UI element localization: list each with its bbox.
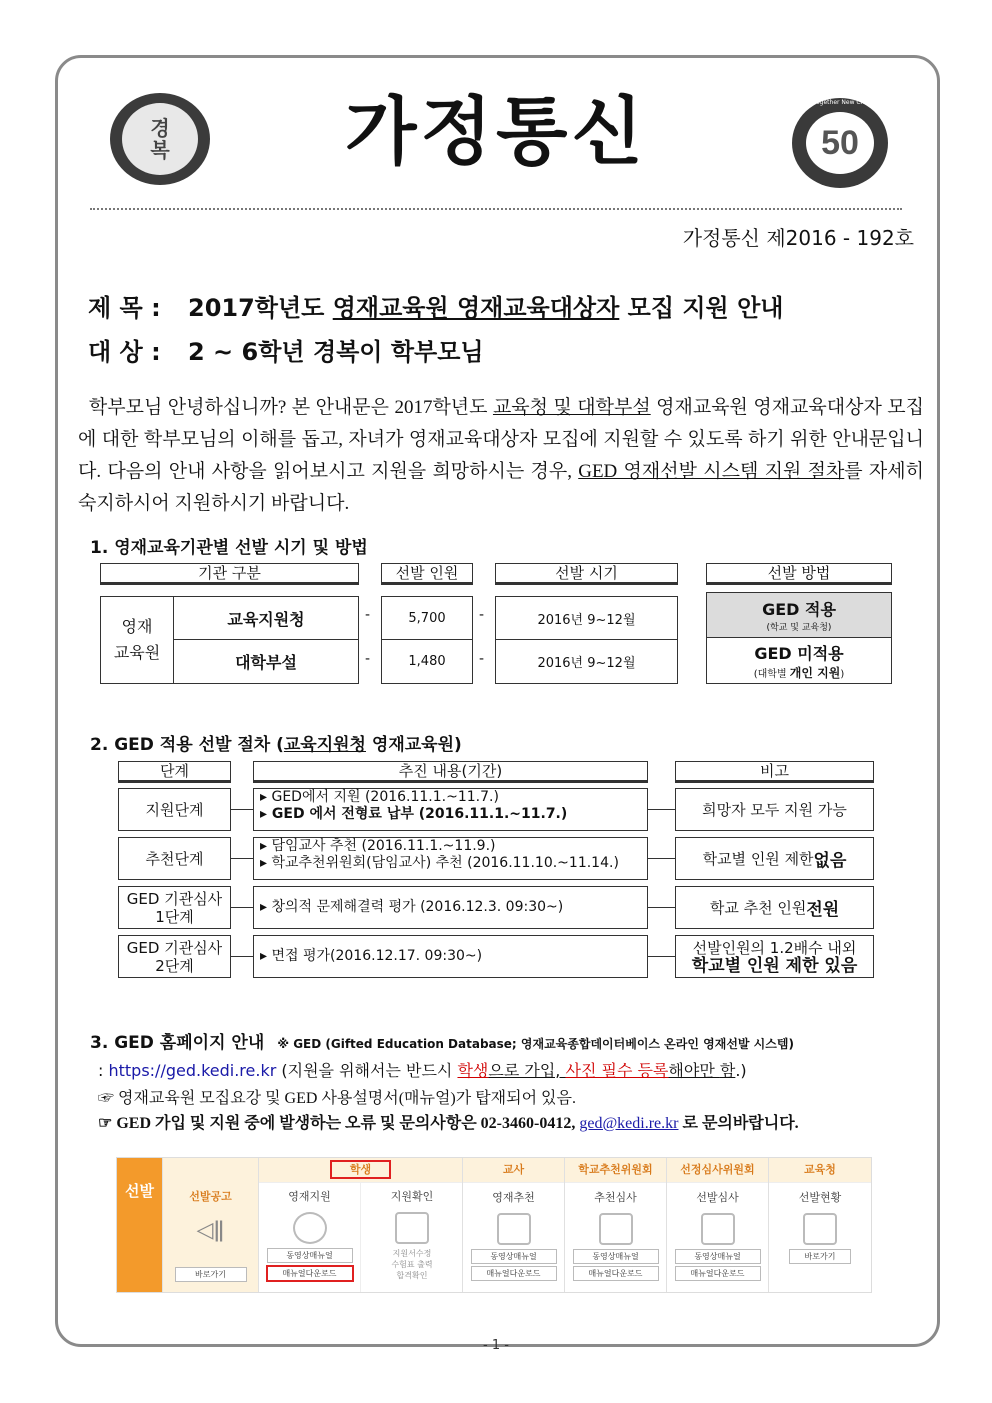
s2-heading-post: 영재교육원) xyxy=(365,735,462,755)
s2-header-content: 추진 내용(기간) xyxy=(253,761,648,783)
s1-period-2: 2016년 9~12월 xyxy=(495,639,678,684)
s2-note-4-text: 선발인원의 1.2배수 내외 xyxy=(692,938,857,957)
s2-connector xyxy=(648,858,675,859)
s2-note-2 xyxy=(675,837,874,880)
s2-connector xyxy=(648,907,675,908)
portal-group-office xyxy=(769,1158,871,1292)
subject-underlined: 영재교육원 영재교육대상자 xyxy=(332,294,620,322)
s2-content-2 xyxy=(253,837,648,880)
s1-group-cell: 영재 교육원 xyxy=(100,596,174,684)
s2-heading-pre: 2. GED 적용 선발 절차 ( xyxy=(90,735,284,755)
clipboard-icon xyxy=(599,1213,633,1245)
portal-item-recommend-title: 영재추천 xyxy=(492,1191,535,1204)
portal-group-selection-committee-label: 선정심사위원회 xyxy=(667,1158,768,1183)
section3-line2: ☞ 영재교육원 모집요강 및 GED 사용설명서(매뉴얼)가 탑재되어 있음. xyxy=(98,1090,576,1107)
video-manual-button[interactable]: 동영상매뉴얼 xyxy=(675,1249,761,1264)
s1-dash-3: - xyxy=(479,607,485,623)
s1-dash-2: - xyxy=(365,651,371,667)
portal-status-button[interactable]: 바로가기 xyxy=(789,1249,851,1264)
s1-method-2-note xyxy=(754,664,845,681)
section3-url-line xyxy=(98,1058,747,1081)
portal-item-check-text: 지원서수정 수험표 출력 합격확인 xyxy=(391,1249,433,1280)
s1-header-org: 기관 구분 xyxy=(100,563,359,585)
checklist-icon xyxy=(701,1213,735,1245)
portal-group-office-label: 교육청 xyxy=(769,1158,871,1183)
target-line xyxy=(88,332,484,367)
s2-content-2-line1: ▸ 담임교사 추천 (2016.11.1.~11.9.) xyxy=(260,838,496,854)
s1-note-post: ) xyxy=(840,668,845,680)
subject-label: 제 목 : xyxy=(88,294,161,322)
s1-header-method: 선발 방법 xyxy=(706,563,892,585)
portal-col-notice xyxy=(163,1158,259,1292)
target-text: 2 ~ 6학년 경복이 학부모님 xyxy=(188,338,484,366)
s1-note-bold: 개인 지원 xyxy=(789,665,841,680)
portal-item-apply xyxy=(259,1182,361,1292)
url-note-3: 해야만 xyxy=(668,1061,720,1080)
url-note-photo: 사진 필수 등록 xyxy=(565,1061,669,1080)
section2-heading xyxy=(90,730,462,755)
s2-connector xyxy=(231,956,253,957)
award-icon xyxy=(497,1213,531,1245)
s2-connector xyxy=(648,809,675,810)
portal-item-review-title: 추천심사 xyxy=(594,1191,637,1204)
anniversary-ring-text: All Together New Challenge xyxy=(804,99,887,106)
manual-download-button[interactable]: 매뉴얼다운로드 xyxy=(266,1265,354,1282)
section3-note: ※ GED (Gifted Education Database; 영재교육종합데이터베이스 온라인 영재선발 시스템) xyxy=(277,1037,794,1051)
url-note-4: 함 xyxy=(719,1061,736,1080)
portal-group-teacher xyxy=(463,1158,565,1292)
s1-method-1 xyxy=(706,592,892,638)
subject-pre: 2017학년도 xyxy=(188,294,333,322)
s1-header-count: 선발 인원 xyxy=(381,563,473,585)
document-edit-icon xyxy=(395,1212,429,1244)
intro-underline-2: GED 영재선발 시스템 지원 절차 xyxy=(578,461,845,482)
video-manual-button[interactable]: 동영상매뉴얼 xyxy=(471,1249,557,1264)
divider xyxy=(90,208,902,210)
portal-group-school-committee-label: 학교추천위원회 xyxy=(565,1158,666,1183)
intro-underline-1: 교육청 및 대학부설 xyxy=(492,397,651,418)
target-label: 대 상 : xyxy=(88,338,161,366)
url-prefix: : xyxy=(98,1061,109,1080)
s1-method-2-title: GED 미적용 xyxy=(754,643,844,663)
subject-post: 모집 지원 안내 xyxy=(619,294,784,322)
logo-text: 경 복 xyxy=(150,116,170,162)
s2-content-1-line1: ▸ GED에서 지원 (2016.11.1.~11.7.) xyxy=(260,789,499,805)
manual-download-button[interactable]: 매뉴얼다운로드 xyxy=(471,1266,557,1281)
ged-url-link[interactable]: https://ged.kedi.re.kr xyxy=(108,1061,277,1080)
portal-item-check-title: 지원확인 xyxy=(390,1190,434,1203)
s1-period-1: 2016년 9~12월 xyxy=(495,596,678,640)
section3-heading: 3. GED 홈페이지 안내 xyxy=(90,1033,265,1053)
s2-connector xyxy=(231,907,253,908)
page-title: 가정통신 xyxy=(345,89,647,175)
s2-note-4 xyxy=(675,935,874,978)
s1-count-2: 1,480 xyxy=(381,639,473,684)
url-note-end: .) xyxy=(735,1061,747,1080)
s2-note-1-text: 희망자 모두 지원 가능 xyxy=(702,801,847,819)
portal-side-label: 선발 xyxy=(125,1182,154,1200)
section1-heading: 1. 영재교육기관별 선발 시기 및 방법 xyxy=(90,538,368,558)
portal-item-apply-title: 영재지원 xyxy=(288,1190,331,1203)
portal-group-student-label xyxy=(259,1158,462,1183)
s2-connector xyxy=(648,956,675,957)
s2-heading-ul: 교육지원청 xyxy=(283,735,366,755)
s2-content-4-line1: ▸ 면접 평가(2016.12.17. 09:30~) xyxy=(260,948,483,964)
portal-item-status-title: 선발현황 xyxy=(798,1191,842,1204)
portal-item-check xyxy=(361,1182,463,1292)
s2-step-1: 지원단계 xyxy=(118,788,231,831)
s1-org-2: 대학부설 xyxy=(173,639,359,684)
s1-note-pre: (대학별 xyxy=(753,668,790,680)
contact-text-end: 로 문의바랍니다. xyxy=(678,1115,799,1132)
s2-content-4 xyxy=(253,935,648,978)
s1-org-1: 교육지원청 xyxy=(173,596,359,640)
subject-line xyxy=(88,288,783,323)
s2-content-2-line2: ▸ 학교추천위원회(담임교사) 추천 (2016.11.10.~11.14.) xyxy=(260,855,619,871)
manual-download-button[interactable]: 매뉴얼다운로드 xyxy=(675,1266,761,1281)
manual-download-button[interactable]: 매뉴얼다운로드 xyxy=(573,1266,659,1281)
portal-notice-title: 선발공고 xyxy=(189,1190,232,1203)
s2-step-4: GED 기관심사 2단계 xyxy=(118,935,231,978)
page-number: - 1 - xyxy=(483,1338,509,1353)
url-note-2: 으로 가입, xyxy=(488,1061,566,1080)
portal-group-teacher-label: 교사 xyxy=(463,1158,564,1183)
url-note-student: 학생 xyxy=(457,1061,489,1080)
portal-notice-button[interactable]: 바로가기 xyxy=(175,1267,247,1282)
portal-side xyxy=(117,1158,163,1292)
s2-step-3: GED 기관심사 1단계 xyxy=(118,886,231,929)
s1-header-period: 선발 시기 xyxy=(495,563,678,585)
intro-text-1: 학부모님 안녕하십니까? 본 안내문은 2017학년도 xyxy=(88,397,493,418)
section3-line3 xyxy=(98,1110,799,1133)
s2-header-note: 비고 xyxy=(675,761,874,783)
s2-content-1 xyxy=(253,788,648,831)
s1-method-2 xyxy=(706,637,892,684)
s2-note-3-text: 학교 추천 인원 xyxy=(709,899,807,917)
portal-group-selection-committee xyxy=(667,1158,769,1292)
section3-heading-line xyxy=(90,1028,794,1053)
ged-portal-image xyxy=(116,1157,872,1293)
chart-icon xyxy=(803,1213,837,1245)
users-icon xyxy=(293,1212,327,1244)
s2-note-3-bold: 전원 xyxy=(806,900,840,920)
s1-count-1: 5,700 xyxy=(381,596,473,640)
s1-method-1-note: (학교 및 교육청) xyxy=(766,623,832,633)
intro-text-2: 영재교육원 영재교육대상자 모집에 대한 학부모님의 이해를 돕고, 자녀가 영재교육대상자 모집에 지원할 수 있도록 하기 위한 안내문입니다. 다음의 안내 사항을 읽어보시고 지원을 희망하시는 경우, xyxy=(78,397,924,482)
student-label: 학생 xyxy=(330,1160,391,1179)
s1-dash-4: - xyxy=(479,651,485,667)
s2-note-1 xyxy=(675,788,874,831)
s1-method-1-title: GED 적용 xyxy=(762,600,836,619)
s2-note-4-bold: 학교별 인원 제한 있음 xyxy=(691,955,858,976)
portal-group-student xyxy=(259,1158,463,1292)
megaphone-icon: ◁ǁ xyxy=(196,1218,225,1243)
portal-item-selection-title: 선발심사 xyxy=(696,1191,739,1204)
s2-step-2: 추천단계 xyxy=(118,837,231,880)
s2-note-2-text: 학교별 인원 제한 xyxy=(702,850,814,868)
s2-connector xyxy=(231,858,253,859)
intro-paragraph xyxy=(78,392,924,520)
contact-email-link[interactable]: ged@kedi.re.kr xyxy=(579,1115,679,1132)
s2-content-3 xyxy=(253,886,648,929)
s2-note-3 xyxy=(675,886,874,929)
s2-content-3-line1: ▸ 창의적 문제해결력 평가 (2016.12.3. 09:30~) xyxy=(260,899,564,915)
intro-text-3: 를 자세히 숙지하시어 지원하시기 바랍니다. xyxy=(78,461,924,514)
issue-number: 가정통신 제2016 - 192호 xyxy=(682,226,914,250)
portal-group-school-committee xyxy=(565,1158,667,1292)
s1-dash-1: - xyxy=(365,607,371,623)
video-manual-button[interactable]: 동영상매뉴얼 xyxy=(267,1248,353,1263)
contact-text: ☞ GED 가입 및 지원 중에 발생하는 오류 및 문의사항은 02-3460-0412, xyxy=(98,1115,580,1132)
anniversary-number: 50 xyxy=(821,123,859,162)
s2-connector xyxy=(231,809,253,810)
s2-content-1-line2: ▸ GED 에서 전형료 납부 (2016.11.1.~11.7.) xyxy=(260,806,568,822)
s2-note-2-bold: 없음 xyxy=(813,851,847,871)
video-manual-button[interactable]: 동영상매뉴얼 xyxy=(573,1249,659,1264)
s2-header-step: 단계 xyxy=(118,761,231,783)
url-note-1: (지원을 위해서는 반드시 xyxy=(276,1061,458,1080)
